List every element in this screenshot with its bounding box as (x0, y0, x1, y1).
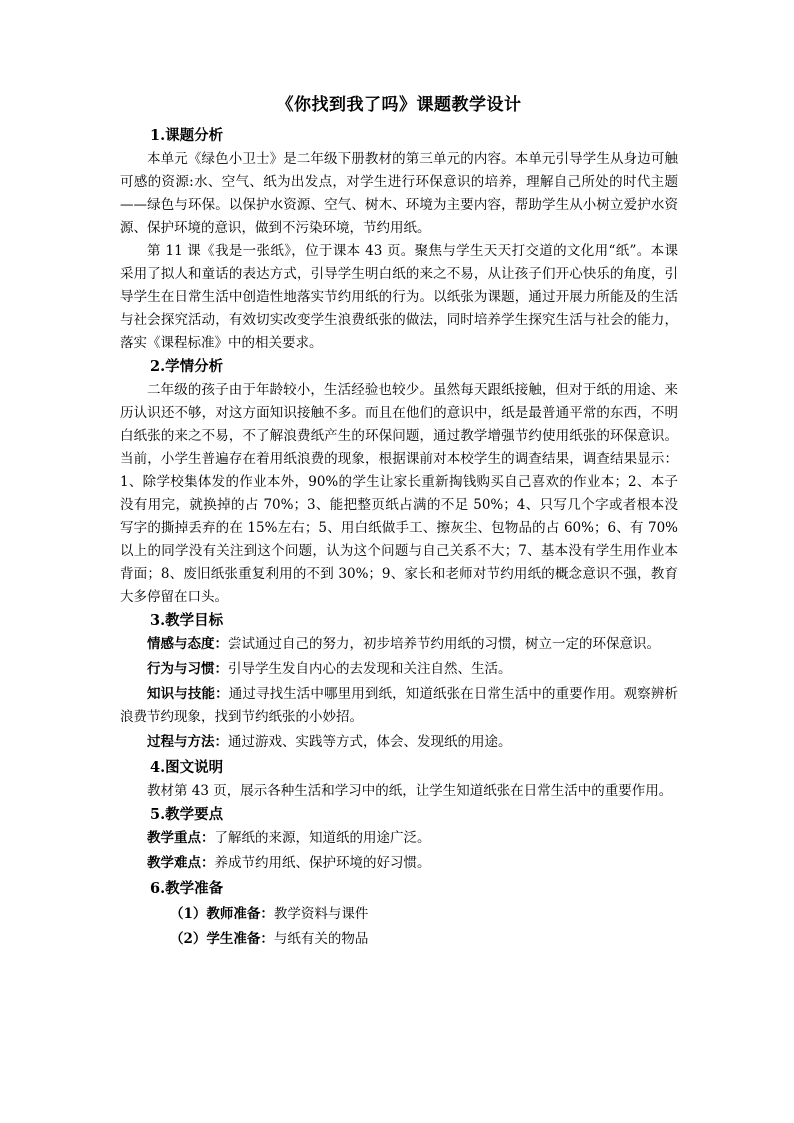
prep-label: （1）教师准备： (170, 906, 274, 922)
section-heading-4: 4.图文说明 (150, 759, 224, 776)
keypoint-text: 养成节约用纸、保护环境的好习惯。 (214, 855, 431, 871)
keypoint-label: 教学难点： (147, 855, 215, 871)
prep-item-student (120, 928, 678, 951)
section-heading-5: 5.教学要点 (150, 806, 224, 823)
objective-item-behavior (120, 658, 678, 681)
objective-text: 通过寻找生活中哪里用到纸，知道纸张在日常生活中的重要作用。观察辨析浪费节约现象，找到节约纸张的小妙招。 (120, 686, 679, 725)
section-4-paragraph-1: 教材第 43 页，展示各种生活和学习中的纸，让学生知道纸张在日常生活中的重要作用。 (147, 783, 673, 799)
prep-item-teacher (120, 903, 678, 926)
keypoint-item-difficulty (120, 852, 678, 875)
objective-label: 过程与方法： (147, 734, 228, 750)
keypoint-label: 教学重点： (147, 830, 215, 846)
document-title: 《你找到我了吗》课题教学设计 (276, 95, 522, 115)
objective-text: 通过游戏、实践等方式，体会、发现纸的用途。 (228, 734, 512, 750)
objective-label: 情感与态度： (147, 636, 228, 652)
objective-text: 尝试通过自己的努力，初步培养节约用纸的习惯，树立一定的环保意识。 (228, 636, 660, 652)
document-page (120, 92, 678, 953)
prep-text: 与纸有关的物品 (273, 931, 369, 947)
section-heading-3: 3.教学目标 (150, 612, 224, 629)
objective-label: 行为与习惯： (147, 661, 228, 677)
objective-item-process (120, 731, 678, 754)
section-heading-6: 6.教学准备 (150, 880, 224, 897)
objective-text: 引导学生发自内心的去发现和关注自然、生活。 (228, 661, 512, 677)
objective-item-knowledge (120, 683, 678, 729)
section-2-paragraph-1: 二年级的孩子由于年龄较小，生活经验也较少。虽然每天跟纸接触，但对于纸的用途、来历认识还不够，对这方面知识接触不多。而且在他们的意识中，纸是最普通平常的东西，不明白纸张的来之不易，不了解浪费纸产生的环保问题，通过教学增强节约使用纸张的环保意识。当前，小学生普遍存在着用纸浪费的现象，根据课前对本校学生的调查结果，调查结果显示：1、除学校集体发的作业本外，90%的学生让家长重新掏钱购买自己喜欢的作业本；2、本子没有用完，就换掉的占 70%；3、能把整页纸占满的不足 50%；4、只写几个字或者根本没写字的撕掉丢弃的在 15%左右；5、用白纸做手工、擦灰尘、包物品的占 60%；6、有 70%以上的同学没有关注到这个问题，认为这个问题与自己关系不大；7、基本没有学生用作业本背面；8、废旧纸张重复利用的不到 30%；9、家长和老师对节约用纸的概念意识不强，教育大多停留在口头。 (120, 382, 678, 605)
keypoint-item-focus (120, 827, 678, 850)
section-1-paragraph-1: 本单元《绿色小卫士》是二年级下册教材的第三单元的内容。本单元引导学生从身边可触可感的资源:水、空气、纸为出发点，对学生进行环保意识的培养，理解自己所处的时代主题——绿色与环保。以保护水资源、空气、树木、环境为主要内容，帮助学生从小树立爱护水资源、保护环境的意识，做到不污染环境，节约用纸。 (120, 151, 678, 236)
objective-item-emotion (120, 633, 678, 656)
section-heading-2: 2.学情分析 (150, 358, 224, 375)
objective-label: 知识与技能： (147, 686, 229, 702)
prep-label: （2）学生准备： (170, 931, 274, 947)
keypoint-text: 了解纸的来源，知道纸的用途广泛。 (214, 830, 431, 846)
prep-text: 教学资料与课件 (273, 906, 369, 922)
section-heading-1: 1.课题分析 (150, 127, 224, 144)
section-1-paragraph-2: 第 11 课《我是一张纸》，位于课本 43 页。聚焦与学生天天打交道的文化用“纸”。本课采用了拟人和童话的表达方式，引导学生明白纸的来之不易，从让孩子们开心快乐的角度，引导学生在日常生活中创造性地落实节约用纸的行为。以纸张为课题，通过开展力所能及的生活与社会探究活动，有效切实改变学生浪费纸张的做法，同时培养学生探究生活与社会的能力，落实《课程标准》中的相关要求。 (120, 243, 678, 351)
